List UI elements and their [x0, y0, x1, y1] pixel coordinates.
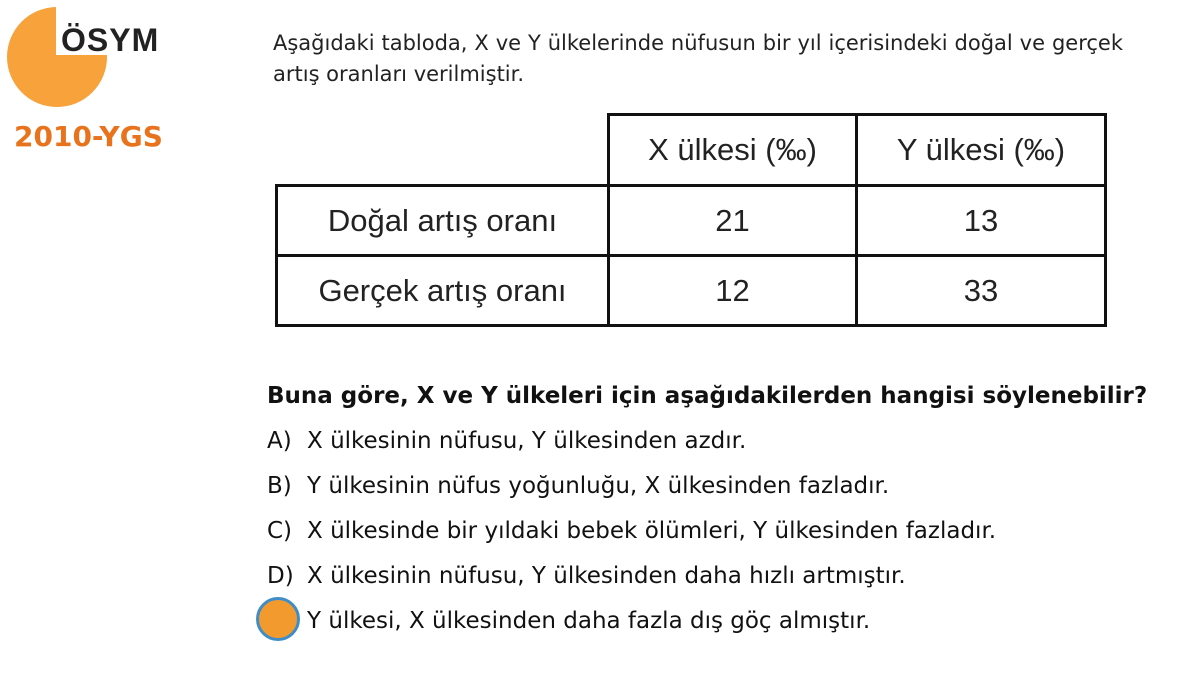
- option-b[interactable]: [267, 464, 1147, 509]
- population-table: [275, 113, 1107, 327]
- table-header-x: X ülkesi (‰): [609, 115, 857, 186]
- cell-y-natural: 13: [857, 186, 1106, 256]
- option-text: Y ülkesi, X ülkesinden daha fazla dış göç almıştır.: [307, 608, 871, 634]
- table-header-row: [277, 115, 1106, 186]
- option-letter: B): [267, 473, 292, 499]
- option-text: X ülkesinin nüfusu, Y ülkesinden daha hızlı artmıştır.: [307, 563, 906, 589]
- cell-x-real: 12: [609, 256, 857, 326]
- option-a[interactable]: [267, 419, 1147, 464]
- table-row: [277, 186, 1106, 256]
- table-row: [277, 256, 1106, 326]
- option-letter: A): [267, 428, 292, 454]
- option-c[interactable]: [267, 509, 1147, 554]
- question-block: [267, 374, 1147, 644]
- question-stem: Buna göre, X ve Y ülkeleri için aşağıdakilerden hangisi söylenebilir?: [267, 383, 1148, 409]
- intro-text: Aşağıdaki tabloda, X ve Y ülkelerinde nüfusun bir yıl içerisindeki doğal ve gerçek artış oranları verilmiştir.: [273, 31, 1123, 86]
- table-header-empty: [277, 115, 609, 186]
- option-letter: D): [267, 563, 294, 589]
- option-text: Y ülkesinin nüfus yoğunluğu, X ülkesinden fazladır.: [307, 473, 890, 499]
- cell-x-natural: 21: [609, 186, 857, 256]
- option-d[interactable]: [267, 554, 1147, 599]
- option-text: X ülkesinde bir yıldaki bebek ölümleri, Y ülkesinden fazladır.: [307, 518, 997, 544]
- answer-mark-circle: [256, 597, 300, 641]
- table-header-y: Y ülkesi (‰): [857, 115, 1106, 186]
- option-text: X ülkesinin nüfusu, Y ülkesinden azdır.: [307, 428, 747, 454]
- cell-y-real: 33: [857, 256, 1106, 326]
- option-e[interactable]: [267, 599, 1147, 644]
- row-label-real-increase: Gerçek artış oranı: [277, 256, 609, 326]
- row-label-natural-increase: Doğal artış oranı: [277, 186, 609, 256]
- exam-year-label: 2010-YGS: [14, 120, 163, 153]
- option-letter: C): [267, 518, 293, 544]
- osym-logo-text: ÖSYM: [61, 22, 160, 58]
